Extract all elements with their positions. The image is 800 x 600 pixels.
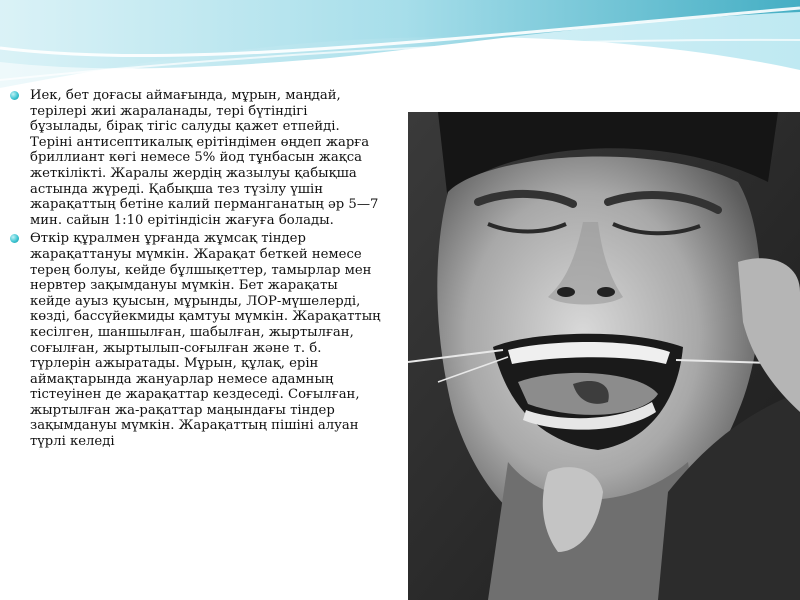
header-wave-decoration bbox=[0, 0, 800, 95]
bullet-dot-icon bbox=[10, 91, 19, 100]
bullet-item bbox=[10, 231, 382, 449]
bullet-dot-icon bbox=[10, 234, 19, 243]
bullet-item bbox=[10, 88, 382, 228]
patient-face-photo bbox=[408, 112, 800, 600]
bullet-text: Өткір құралмен ұрғанда жұмсақ тіндер жарақаттануы мүмкін. Жарақат беткей немесе терең болуы, кейде бұлшықеттер, тамырлар мен нервтер зақымдануы мүмкін. Бет жарақаты кейде ауыз қуысын, мұрынды, ЛОР-мүшелерді, көзді, бассүйекмиды қамтуы мүмкін. Жарақаттың кесілген, шаншылған, шабылған, жыртылған, соғылған, жыртылып-соғылған және т. б. түрлерін ажыратады. Мұрын, құлақ, ерін аймақтарында жануарлар немесе адамның тістеуінен де жарақаттар кездеседі. Соғылған, жыртылған жа-рақаттар маңындағы тіндер зақымдануы мүмкін. Жарақаттың пішіні алуан түрлі келеді bbox=[30, 231, 381, 450]
body-text bbox=[10, 88, 382, 453]
bullet-text: Иек, бет доғасы аймағында, мұрын, маңдай, терілері жиі жараланады, тері бүтіндігі бұзылады, бірақ тігіс салуды қажет етпейді. Теріні антисептикалық ерітіндімен өңдеп жарға бриллиант көгі немесе 5% йод тұнбасын жақса жеткілікті. Жаралы жердің жазылуы қабықша астында жүреді. Қабықша тез түзілу үшін жарақаттың бетіне калий перманганатың әр 5—7 мин. сайын 1:10 ерітіндісін жағуға болады. bbox=[30, 88, 379, 228]
